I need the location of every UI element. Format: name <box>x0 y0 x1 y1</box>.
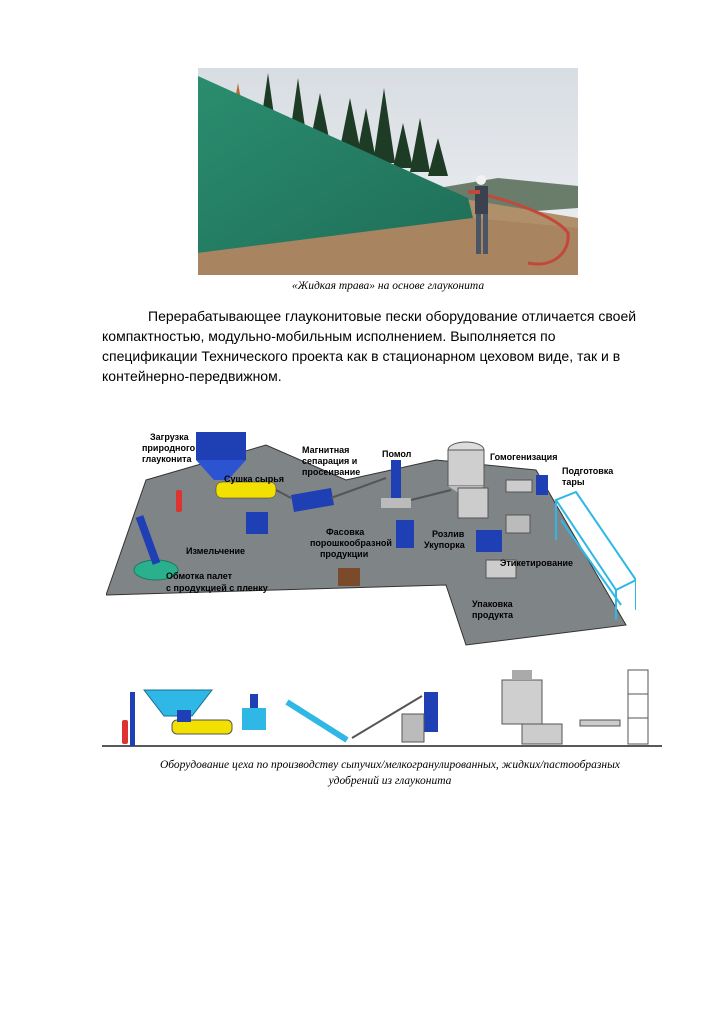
label-magnetic-3: просеивание <box>302 467 361 477</box>
paragraph-line: контейнерно-передвижном. <box>102 368 282 384</box>
label-container-prep-1: Подготовка <box>562 466 614 476</box>
label-crushing: Измельчение <box>186 546 246 556</box>
label-homogenization: Гомогенизация <box>490 452 558 462</box>
label-labeling: Этикетирование <box>500 558 574 568</box>
label-pallet-wrap-1: Обмотка палет <box>166 571 233 581</box>
equipment-side-view <box>102 660 662 752</box>
label-bottling-1: Розлив <box>432 529 465 539</box>
photo-caption: «Жидкая трава» на основе глауконита <box>291 280 485 292</box>
label-grinding: Помол <box>382 449 412 459</box>
label-packing-powder-2: порошкообразной <box>310 538 392 548</box>
label-loading-3: глауконита <box>142 454 192 464</box>
equipment-caption <box>110 757 670 789</box>
plant-layout-diagram <box>106 420 636 650</box>
label-container-prep-2: тары <box>562 477 585 487</box>
label-packing-powder-1: Фасовка <box>326 527 365 537</box>
label-pallet-wrap-2: с продукцией с пленку <box>166 583 268 593</box>
label-magnetic-1: Магнитная <box>302 445 350 455</box>
equipment-caption-line-1: Оборудование цеха по производству сыпучих/мелкогранулированных, жидких/пастообразных <box>159 759 621 771</box>
label-packing-powder-3: продукции <box>320 549 369 559</box>
label-product-pack-2: продукта <box>472 610 514 620</box>
equipment-caption-line-2: удобрений из глауконита <box>328 775 452 787</box>
hydroseeding-photo <box>198 68 578 275</box>
label-loading-1: Загрузка <box>150 432 189 442</box>
description-paragraph <box>102 306 662 386</box>
label-loading-2: природного <box>142 443 196 453</box>
paragraph-line: компактностью, модульно-мобильным исполнением. Выполняется по <box>102 328 556 344</box>
paragraph-line: спецификации Технического проекта как в стационарном цеховом виде, так и в <box>102 348 621 364</box>
paragraph-line: Перерабатывающее глауконитовые пески оборудование отличается своей <box>148 308 637 324</box>
label-bottling-2: Укупорка <box>424 540 465 550</box>
label-product-pack-1: Упаковка <box>472 599 513 609</box>
label-drying: Сушка сырья <box>224 474 284 484</box>
label-magnetic-2: сепарация и <box>302 456 358 466</box>
